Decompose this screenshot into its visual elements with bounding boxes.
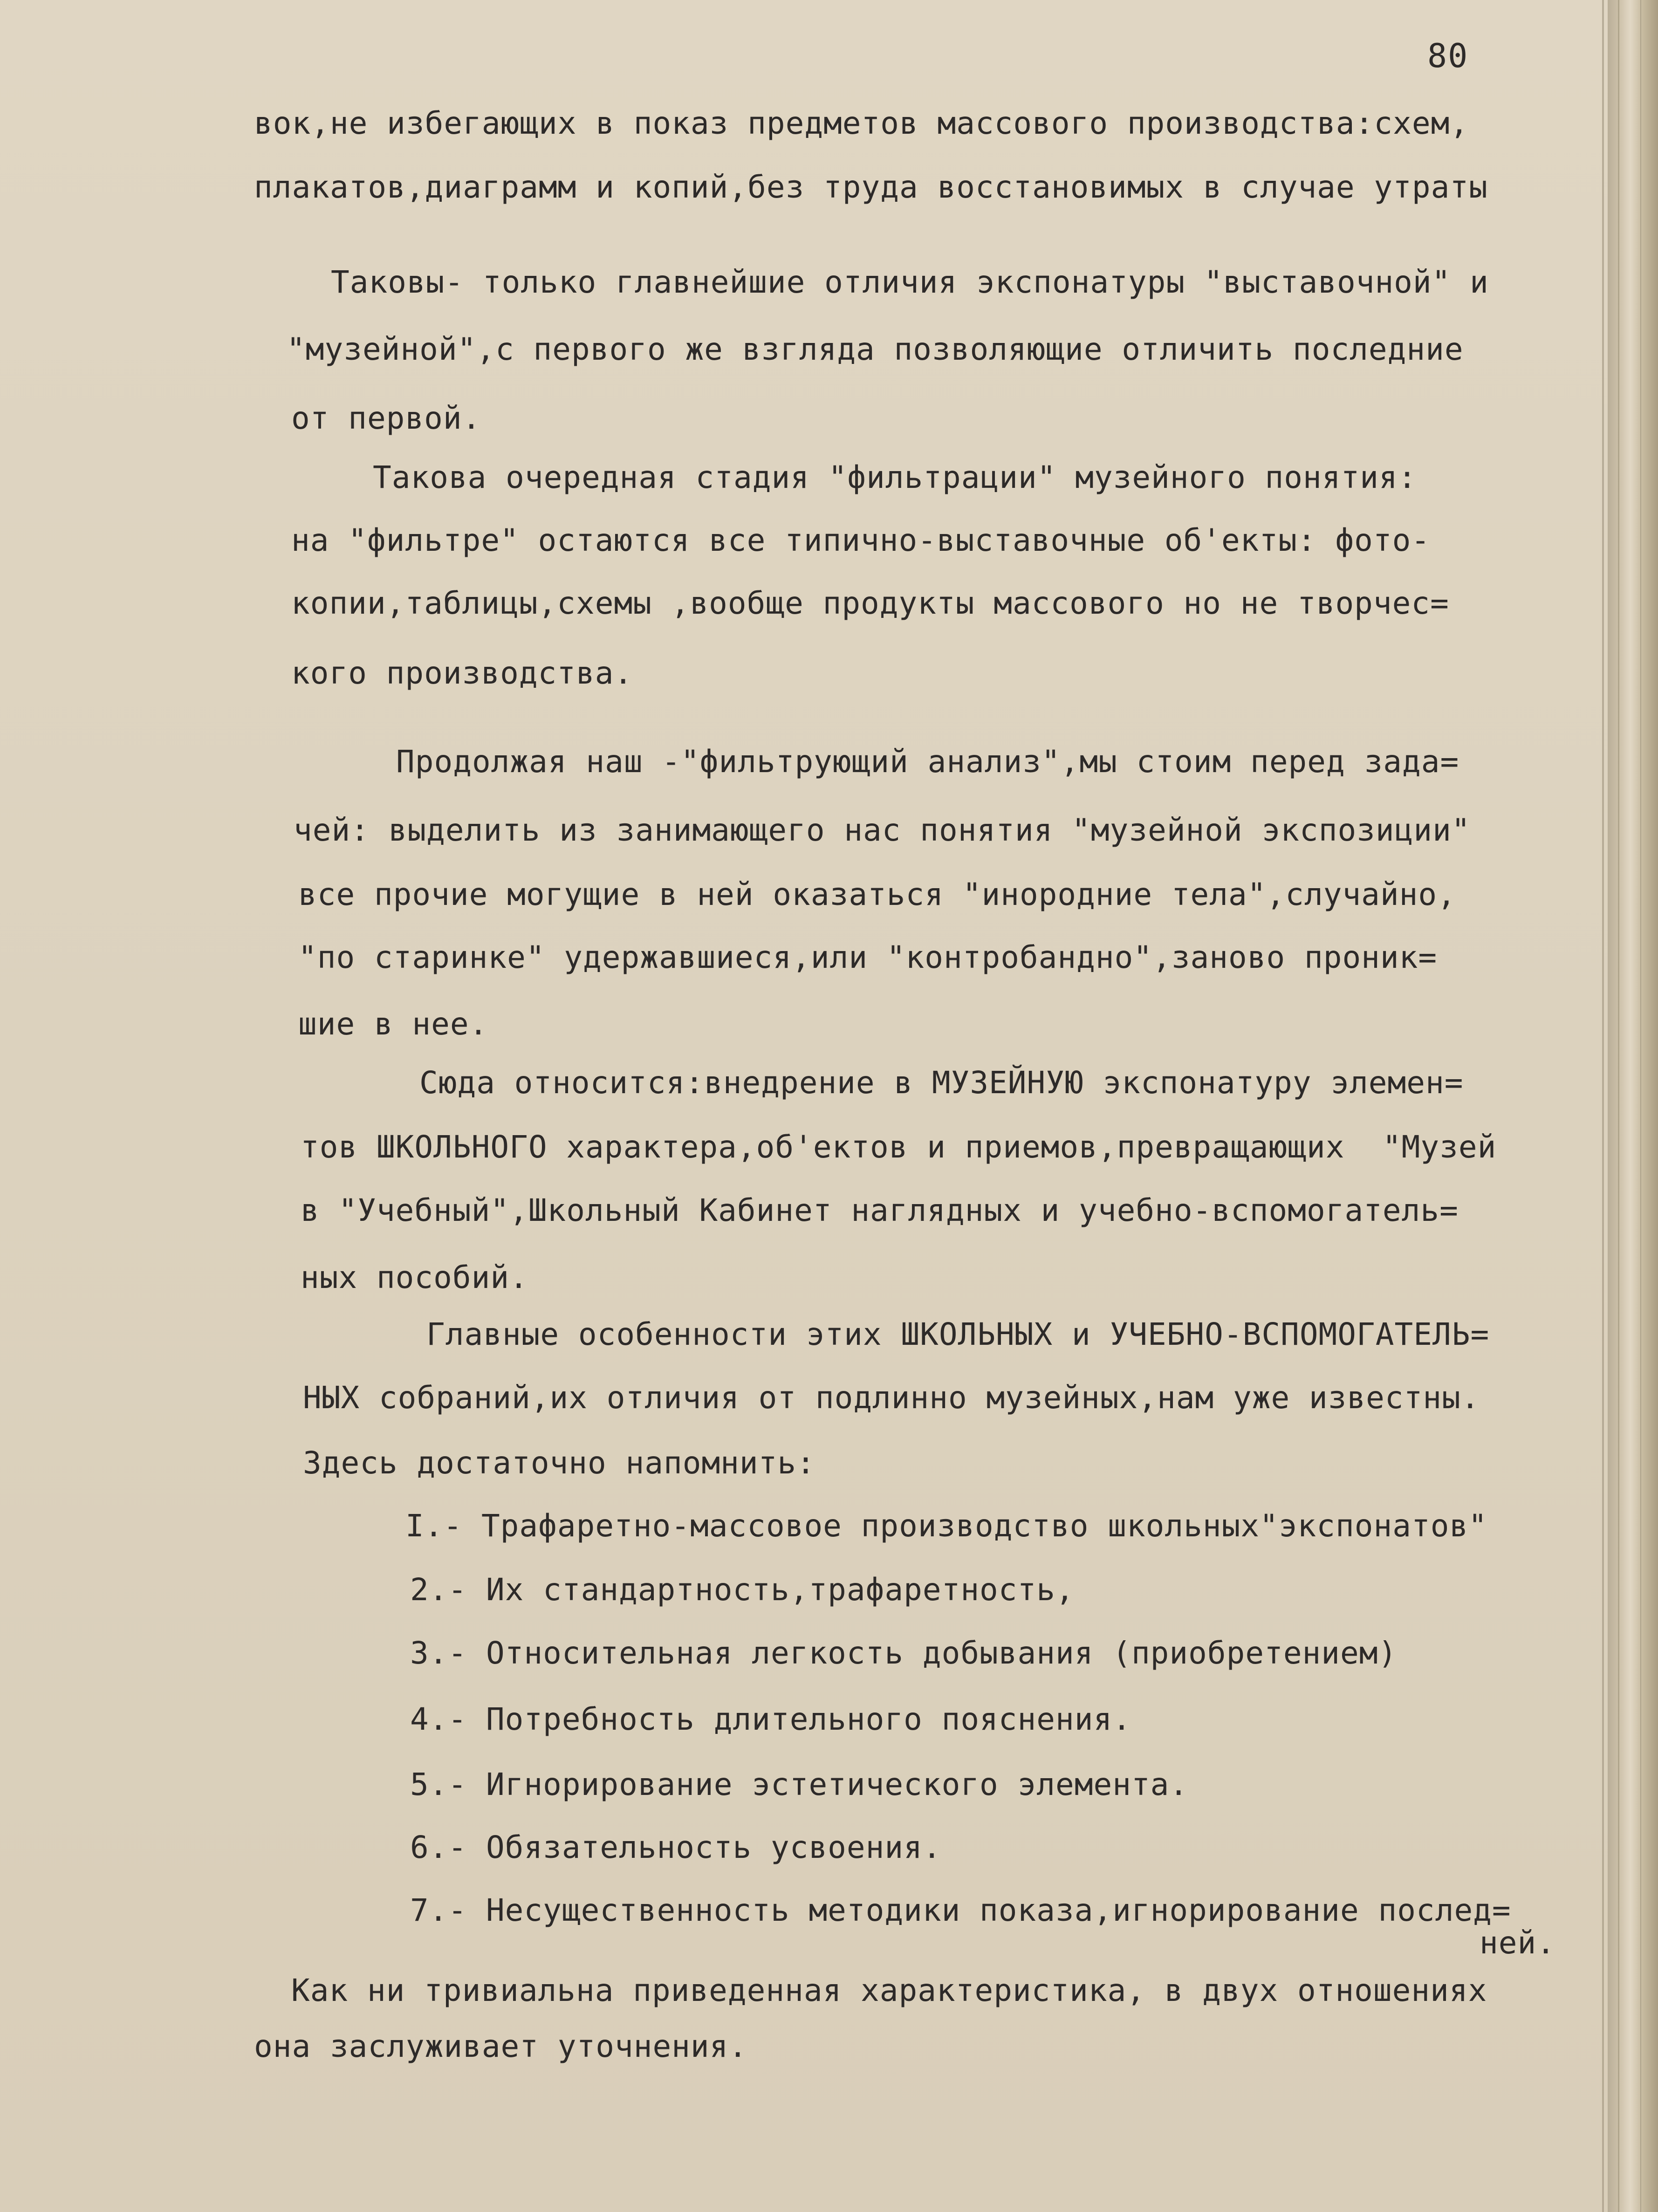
text-line: в "Учебный",Школьный Кабинет наглядных и учебно-вспомогатель= bbox=[301, 1192, 1459, 1228]
text-line: "по старинке" удержавшиеся,или "контробандно",заново проник= bbox=[298, 939, 1438, 975]
book-binding bbox=[1608, 0, 1658, 2212]
page-number: 80 bbox=[1427, 37, 1469, 75]
list-item: 6.- Обязательность усвоения. bbox=[410, 1829, 942, 1865]
text-line: Такова очередная стадия "фильтрации" музейного понятия: bbox=[373, 459, 1417, 495]
list-item: 4.- Потребность длительного пояснения. bbox=[410, 1701, 1131, 1737]
text-line: Здесь достаточно напомнить: bbox=[303, 1445, 815, 1481]
text-line: тов ШКОЛЬНОГО характера,об'ектов и приемов,превращающих "Музей bbox=[301, 1129, 1497, 1165]
text-line: Таковы- только главнейшие отличия экспонатуры "выставочной" и bbox=[331, 264, 1489, 300]
text-line: Главные особенности этих ШКОЛЬНЫХ и УЧЕБНО-ВСПОМОГАТЕЛЬ= bbox=[426, 1316, 1490, 1352]
text-line: вок,не избегающих в показ предметов массового производства:схем, bbox=[254, 105, 1469, 141]
text-line: все прочие могущие в ней оказаться "инородние тела",случайно, bbox=[298, 877, 1456, 912]
text-line: шие в нее. bbox=[298, 1006, 488, 1042]
list-item: 3.- Относительная легкость добывания (приобретением) bbox=[410, 1635, 1398, 1671]
text-line: кого производства. bbox=[291, 655, 633, 691]
list-item: 5.- Игнорирование эстетического элемента. bbox=[410, 1767, 1189, 1802]
text-line: ных пособий. bbox=[301, 1260, 528, 1295]
text-line: Продолжая наш -"фильтрующий анализ",мы стоим перед зада= bbox=[396, 744, 1459, 780]
list-item: I.- Трафаретно-массовое производство школьных"экспонатов" bbox=[405, 1508, 1487, 1544]
text-line: она заслуживает уточнения. bbox=[254, 2028, 748, 2064]
text-line: Сюда относится:внедрение в МУЗЕЙНУЮ экспонатуру элемен= bbox=[419, 1065, 1464, 1101]
list-item-continuation: ней. bbox=[1480, 1925, 1555, 1961]
text-line: копии,таблицы,схемы ,вообще продукты массового но не творчес= bbox=[291, 585, 1449, 621]
text-line: НЫХ собраний,их отличия от подлинно музейных,нам уже известны. bbox=[303, 1380, 1480, 1416]
text-line: Как ни тривиальна приведенная характеристика, в двух отношениях bbox=[291, 1972, 1487, 2008]
page-edge bbox=[1602, 0, 1604, 2212]
text-line: от первой. bbox=[291, 400, 481, 436]
list-item: 7.- Несущественность методики показа,игнорирование послед= bbox=[410, 1892, 1511, 1928]
text-line: на "фильтре" остаются все типично-выставочные об'екты: фото- bbox=[291, 522, 1431, 558]
list-item: 2.- Их стандартность,трафаретность, bbox=[410, 1572, 1075, 1608]
text-line: "музейной",с первого же взгляда позволяющие отличить последние bbox=[287, 331, 1464, 367]
text-line: чей: выделить из занимающего нас понятия "музейной экспозиции" bbox=[294, 812, 1471, 848]
text-line: плакатов,диаграмм и копий,без труда восстановимых в случае утраты bbox=[254, 169, 1488, 205]
